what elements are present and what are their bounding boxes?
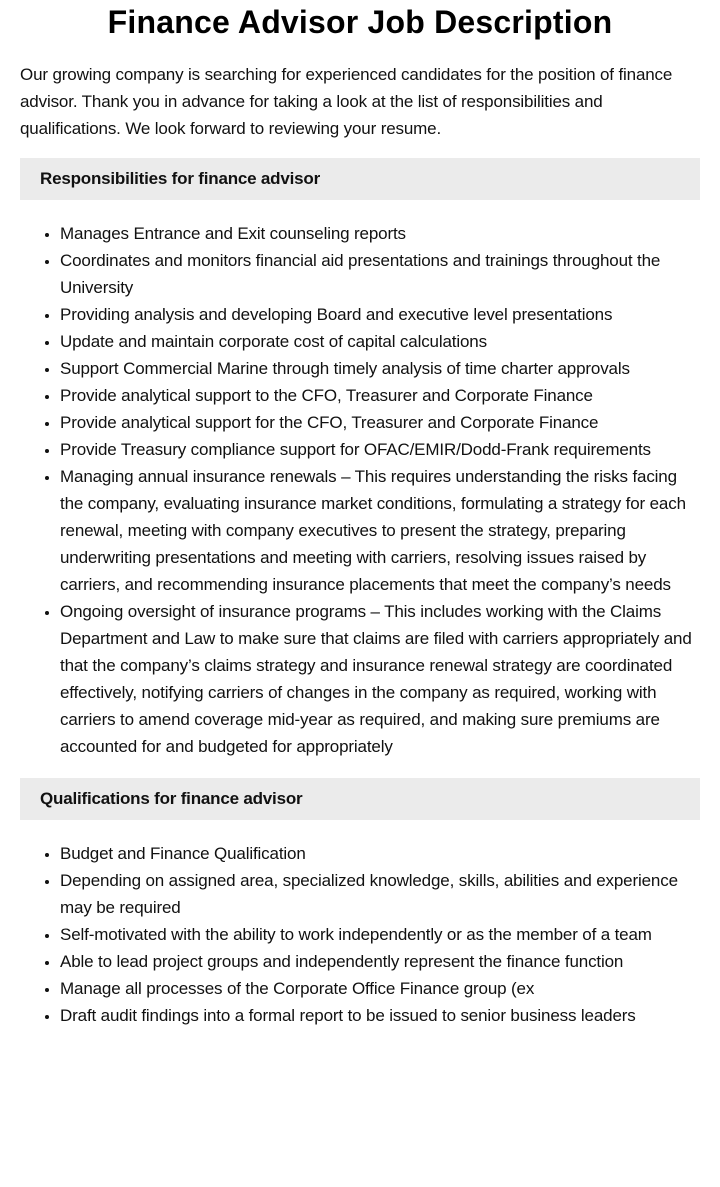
list-item: • Ongoing oversight of insurance programs – This includes working with the Claims Department and Law to make sure that claims are filed with carriers appropriately and that the company’s claims strategy and insurance renewal strategy are coordinated effectively, notifying carriers of changes in the company as required, working with carriers to amend coverage mid-year as required, and making sure premiums are accounted for and budgeted for appropriately bbox=[60, 598, 700, 760]
qualifications-heading: Qualifications for finance advisor bbox=[20, 778, 700, 820]
list-item: • Able to lead project groups and independently represent the finance function bbox=[60, 948, 700, 975]
intro-paragraph: Our growing company is searching for experienced candidates for the position of finance advisor. Thank you in advance for taking a look at the list of responsibilities and qualifications. We look forward to reviewing your resume. bbox=[20, 65, 673, 138]
list-item: • Coordinates and monitors financial aid presentations and trainings throughout the University bbox=[60, 247, 700, 301]
list-item: • Manages Entrance and Exit counseling reports bbox=[60, 220, 700, 247]
list-item: • Depending on assigned area, specialized knowledge, skills, abilities and experience may be required bbox=[60, 867, 700, 921]
list-item: • Budget and Finance Qualification bbox=[60, 840, 700, 867]
list-item: • Provide analytical support to the CFO, Treasurer and Corporate Finance bbox=[60, 382, 700, 409]
responsibilities-heading: Responsibilities for finance advisor bbox=[20, 158, 700, 200]
list-item: • Provide Treasury compliance support for OFAC/EMIR/Dodd-Frank requirements bbox=[60, 436, 700, 463]
qualifications-section bbox=[20, 778, 700, 1029]
list-item: • Self-motivated with the ability to work independently or as the member of a team bbox=[60, 921, 700, 948]
list-item: • Providing analysis and developing Board and executive level presentations bbox=[60, 301, 700, 328]
responsibilities-list bbox=[20, 220, 700, 760]
list-item: • Draft audit findings into a formal report to be issued to senior business leaders bbox=[60, 1002, 700, 1029]
list-item: • Support Commercial Marine through timely analysis of time charter approvals bbox=[60, 355, 700, 382]
list-item: • Provide analytical support for the CFO, Treasurer and Corporate Finance bbox=[60, 409, 700, 436]
page-title: Finance Advisor Job Description bbox=[107, 4, 613, 40]
list-item: • Managing annual insurance renewals – This requires understanding the risks facing the company, evaluating insurance market conditions, formulating a strategy for each renewal, meeting with company executives to present the strategy, preparing underwriting presentations and meeting with carriers, resolving issues raised by carriers, and recommending insurance placements that meet the company’s needs bbox=[60, 463, 700, 598]
list-item: • Manage all processes of the Corporate Office Finance group (ex bbox=[60, 975, 700, 1002]
qualifications-list bbox=[20, 840, 700, 1029]
responsibilities-section bbox=[20, 158, 700, 760]
list-item: • Update and maintain corporate cost of capital calculations bbox=[60, 328, 700, 355]
